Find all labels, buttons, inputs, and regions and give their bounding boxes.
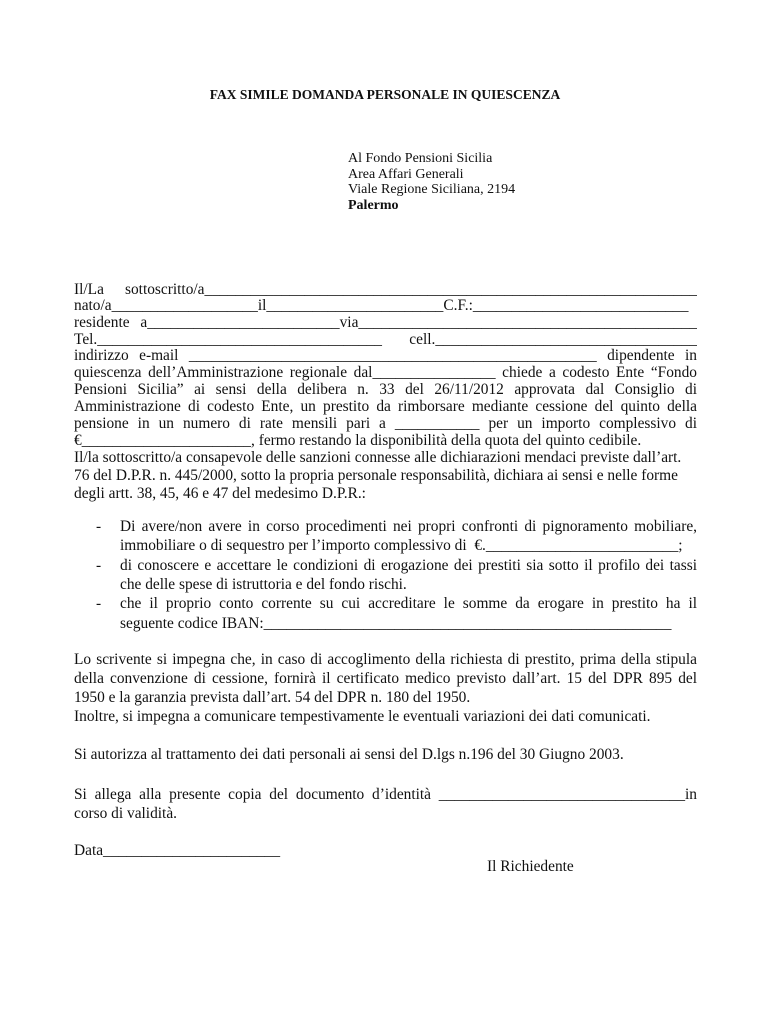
privacy-statement: Si autorizza al trattamento dei dati personali ai sensi del D.lgs n.196 del 30 Giugno 2003. [74, 746, 624, 763]
commitment-line: della convenzione di cessione, fornirà il certificato medico previsto dall’art. 15 del DPR 895 del [74, 670, 697, 687]
request-line: Pensioni Sicilia” ai sensi della delibera n. 33 del 26/11/2012 approvata dal Consiglio di [74, 381, 697, 398]
recipient-line: Viale Regione Siciliana, 2194 [348, 182, 516, 197]
request-line: residente a_________________________via____________________________________________ [74, 314, 697, 331]
request-line: pensione in un numero di rate mensili pari a ___________ per un importo complessivo di [74, 415, 697, 432]
recipient-line: Area Affari Generali [348, 167, 464, 182]
declaration-line: che delle spese di istruttoria e del fondo rischi. [120, 576, 407, 593]
recipient-city: Palermo [348, 198, 399, 213]
request-line: 76 del D.P.R. n. 445/2000, sotto la propria personale responsabilità, dichiara ai sensi e nelle forme [74, 467, 678, 484]
attachment-line: corso di validità. [74, 805, 178, 822]
declaration-line: immobiliare o di sequestro per l’importo complessivo di €._________________________; [120, 537, 683, 554]
request-line: indirizzo e-mail _____________________________________________________ dipendente in [74, 347, 697, 364]
declaration-marker: - [96, 595, 102, 612]
commitment-line: Inoltre, si impegna a comunicare tempestivamente le eventuali variazioni dei dati comunicati. [74, 708, 651, 725]
request-line: nato/a___________________il_______________________C.F.:____________________________ [74, 297, 689, 314]
declaration-line: Di avere/non avere in corso procedimenti nei propri confronti di pignoramento mobiliare, [120, 518, 697, 535]
request-line: Il/la sottoscritto/a consapevole delle sanzioni connesse alle dichiarazioni mendaci previste dall’art. [74, 449, 682, 466]
attachment-line: Si allega alla presente copia del documento d’identità ________________________________in [74, 786, 697, 803]
request-line: Amministrazione di codesto Ente, un prestito da rimborsare mediante cessione del quinto della [74, 398, 697, 415]
request-line: Il/La sottoscritto/a________________________________________________________________ [74, 281, 697, 298]
request-line: quiescenza dell’Amministrazione regionale dal________________ chiede a codesto Ente “Fondo [74, 364, 697, 381]
declaration-line: che il proprio conto corrente su cui accreditare le somme da erogare in prestito ha il [120, 595, 697, 612]
request-line: degli artt. 38, 45, 46 e 47 del medesimo D.P.R.: [74, 485, 366, 502]
request-line: Tel._____________________________________ cell.__________________________________ [74, 331, 697, 348]
signature-label: Il Richiedente [487, 858, 574, 875]
commitment-line: 1950 e la garanzia prevista dall’art. 54 del DPR n. 180 del 1950. [74, 689, 471, 706]
recipient-line: Al Fondo Pensioni Sicilia [348, 151, 493, 166]
commitment-line: Lo scrivente si impegna che, in caso di accoglimento della richiesta di prestito, prima della stipula [74, 651, 697, 668]
declaration-marker: - [96, 557, 102, 574]
declaration-line: di conoscere e accettare le condizioni di erogazione dei prestiti sia sotto il profilo dei tassi [120, 557, 697, 574]
declaration-line: seguente codice IBAN:_____________________________________________________ [120, 615, 672, 632]
date-field: Data_______________________ [74, 842, 281, 859]
document-title: FAX SIMILE DOMANDA PERSONALE IN QUIESCENZA [209, 87, 561, 102]
declaration-marker: - [96, 518, 102, 535]
request-line: €______________________, fermo restando la disponibilità della quota del quinto cedibile. [74, 432, 642, 449]
